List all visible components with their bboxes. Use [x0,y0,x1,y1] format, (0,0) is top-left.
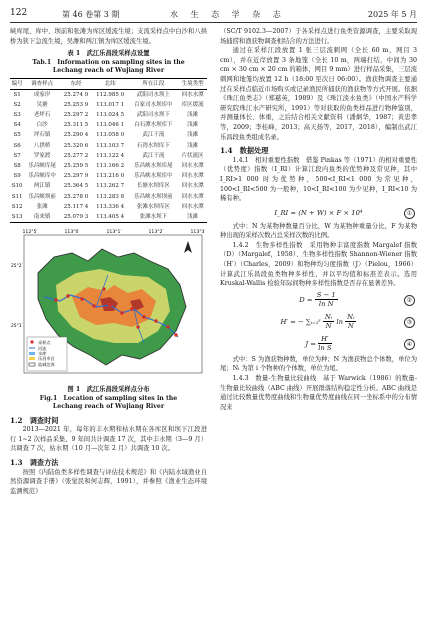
table-cell: 南来镇 [24,212,60,223]
table-cell: 浅滩 [187,112,199,118]
table-cell: 八拱桥 [33,142,51,149]
running-header [10,8,417,23]
table-cell: 乐昌峡水坝坝前 [134,193,173,200]
site-marker [142,316,145,319]
table-cell: 吴塘 [36,101,48,108]
site-marker [166,326,169,329]
site-marker [136,326,139,329]
table-cell: S5 [13,132,21,139]
table-row [10,100,207,110]
table-cell: 石湾水坝库下 [136,142,170,149]
figure-caption-cn: 图 1 武江乐昌段采样点分布 [67,386,150,394]
table-cell: 113.405 4 [92,212,128,223]
table-row [10,151,207,161]
table-cell: 回水水潭 [181,183,204,190]
site-marker [66,295,69,298]
table-header-cell: 东经 [60,78,92,89]
table-cell: S10 [11,183,23,190]
table-cell: 113.336 4 [96,203,125,210]
figure-caption-en: Fig.1 Location of sampling sites in the Lechang reach of Wujiang River [39,394,178,411]
table-header-cell: 编号 [10,78,24,89]
section-1-4-1-text: 1.4.1 相对重要性指数 借鉴 Pinkas 等（1971）的相对重要性（优势度）指数（I_RI）计算江段内鱼类的优势种及常见种，其中 I_RI>1 000 时为优势种，500<I_RI<1 000 为常见种，100<I_RI<500 为一般种，10<I_RI<100 为少见种，I_RI<10 为稀有种。 [220,156,417,203]
table-cell: 113.058 0 [96,132,125,139]
table-row [10,120,207,130]
section-1-4-heading: 1.4 数据处理 [220,146,269,156]
equation-4-denominator: ln S [318,344,332,353]
table-cell: S11 [11,193,23,200]
equation-2 [220,289,417,311]
site-marker [102,288,105,291]
table-cell: 乐昌峡库尾 [28,163,56,170]
longitude-label: 113°3′ [190,230,206,236]
table-cell: S3 [13,112,21,118]
table-cell: 白石潭水坝库下 [134,122,173,129]
table-title-en: Tab.1 Information on sampling sites in the Lechang reach of Wujiang River [32,58,185,75]
table-cell: 张滩水坝库区 [136,203,170,210]
equation-4 [220,333,417,355]
latitude-labels [11,263,23,329]
legend-label: 水库 [38,351,47,357]
table-row [10,171,207,181]
table-row [10,202,207,212]
volume-issue: 第 46 卷第 3 期 [62,10,120,19]
table-cell: 百家司水坝库中 [134,101,173,108]
table-cell: 乐昌峡坝前 [28,193,56,200]
table-header-cell: 生境类型 [178,78,207,89]
equation-4-lhs: J = [305,339,317,348]
left-column [10,27,207,496]
equation-4-fraction [318,335,331,352]
table-cell: 武江干流 [142,152,165,159]
table-cell: 库区缓流 [181,101,204,108]
table-cell: 乐昌峡库中 [28,173,56,180]
equation-2-denominator: ln N [318,300,334,309]
longitude-labels [22,229,205,235]
table-cell: 张滩水坝下 [128,212,178,223]
table-cell: 回水水潭 [181,203,204,210]
table-cell: 成家岸 [33,91,51,98]
equation-3-lhs: H′ = − ∑ᵢ₌₁ˢ [280,317,321,326]
longitude-label: 113°0′ [64,230,80,236]
map-svg [10,227,207,382]
table-cell: 武阳司水坝上 [136,91,170,98]
table-cell: 罗家渡 [33,152,51,159]
table-cell: 白沙 [36,122,48,129]
section-1-4-2-text: 1.4.2 生物多样性指数 采用物种丰富度指数 Margalef 指数（D）（Margalef，1958）、生物多样性指数 Shannon-Wiener 指数（H′）（Charles，2009）和物种均匀度指数（J）（Pielou，1966）计算武江乐昌段鱼类物种多样性，并以平均值和标准差表示。选用 Kruskal-Wallis 检验年际间物种多样性指数是否存在显著差异。 [220,241,417,288]
equation-4-number: ④ [404,339,415,350]
table-row [10,130,207,140]
sampling-map [10,227,207,382]
table-header-row [10,78,207,89]
table-cell: 浅滩 [187,132,199,139]
longitude-label: 113°2′ [148,230,164,236]
longitude-label: 113°1′ [106,230,122,236]
table-cell: 113.103 7 [96,142,125,149]
table-cell: 片状流区 [181,152,204,159]
legend-site-icon [30,341,33,344]
equation-3-fraction-b [345,313,356,330]
table-cell: 25.278 0 [63,193,89,200]
equation-3 [220,311,417,333]
site-marker [92,305,95,308]
table-title-cn: 表 1 武江乐昌段采样点设置 [67,50,150,58]
method-standard-text: （SC/T 9102.3—2007）于各采样点进行鱼类资源调查，主要采取现场捕捞和渔获物调查相结合的方法进行。 [220,28,417,45]
table-cell: 张滩 [36,203,48,210]
intro-paragraph: 峡库尾、库中、坝前和张滩为库区缓流生境；支流采样点中白沙和八拱桥为狭下急流生境，吴潍和两江镇为库区缓流生境。 [10,28,207,45]
issue-date: 2025 年 5 月 [367,10,417,19]
table-row [10,161,207,171]
table-cell: 25.274 9 [63,91,89,98]
table-cell: 长塘水坝库区 [136,183,170,190]
table-cell: 25.259 5 [63,163,89,170]
equation-2-lhs: D = [299,295,313,304]
table-cell: 25.079 3 [60,212,92,223]
equation-2-4-explanation: 式中：S 为渔获物种数，单位为种；N 为渔获物总个体数，单位为尾；Nᵢ 为第 i 个物种的个体数，单位为尾。 [220,355,417,373]
table-cell: S6 [13,142,21,149]
site-marker [120,312,123,315]
table-row [10,212,207,223]
table-cell: 浅滩 [187,122,199,129]
table-cell: 25.364 5 [63,183,89,190]
equation-1-body: I_RI = (N + W) × F × 10⁴ [274,208,363,217]
legend-label: 河流 [38,346,47,352]
table-cell: 25.297 9 [63,173,89,180]
site-marker [174,334,177,337]
legend-label: 采样点 [38,340,51,346]
table-cell: S12 [11,203,23,210]
table-cell: 回水水潭 [181,173,204,180]
table-cell: 坪石镇 [33,132,51,139]
table-cell: 25.253 9 [63,101,89,108]
longitude-label: 112°5′ [22,230,38,236]
site-marker [108,304,111,307]
table-cell: 回水水潭 [181,163,204,170]
table-cell: 25.297 2 [63,112,89,118]
table-cell: S4 [13,122,21,129]
table-cell: 113.283 8 [96,193,125,200]
table-cell: 浅滩 [187,142,199,149]
page-number: 122 [10,8,28,18]
section-1-3-heading: 1.3 调查方法 [10,458,59,468]
sampling-method-text: 通过在采样江段放置 1 张三层流刺网（全长 60 m，网目 3 cm），并在近岸放置 3 条地笼（全长 10 m，两端打结，中间为 30 cm × 30 cm × 20 cm 的箱体，网目 9 mm）进行样品采集，三层流刺网和地笼均放置 12 h（18:00 至次日 06:00）。渔获物调查主要通过在采样点临近市场购买或记录渔民所捕获的渔获物等方式开展。依据《珠江鱼类志》（郑慈英，1989）及《珠江淡水鱼类》（中国水产科学研究院珠江水产研究所，1991）等对获取的鱼类样品进行物种鉴别，并测量体长、体重，之后结合相关文献资料（潘炯华，1987；黄忠孝等，2009；李桂峰，2013；高天扬等，2017，2018），编制出武江乐昌段鱼类组成名录。 [220,47,417,141]
table-cell: 25.311 5 [63,122,89,129]
table-cell: 25.320 6 [63,142,89,149]
right-column [220,27,417,412]
table-cell: 武阳司水坝下 [136,112,170,118]
table-cell: 113.216 0 [96,173,125,180]
equation-1-number: ① [404,208,415,219]
table-row [10,110,207,120]
table-header-cell: 所在江段 [128,78,178,89]
table-row [10,141,207,151]
legend-city-icon [29,357,35,360]
equation-3-ln: ln [336,317,343,326]
legend-label: 乐昌市区 [38,356,55,362]
table-cell: 113.024 5 [96,112,125,118]
site-marker [80,298,83,301]
table-cell: 老坪石 [33,112,51,118]
site-marker [154,320,157,323]
table-cell: 25.117 4 [63,203,89,210]
equation-1 [220,204,417,222]
equation-1-explanation: 式中：N 为某物种数量百分比，W 为某物种重量分比，F 为某物种出现的采样次数占总采样次数的比例。 [220,222,417,240]
equation-2-numerator: S − 1 [316,291,336,300]
table-cell: 112.985 0 [96,91,125,98]
table-header-cell: 北纬 [92,78,128,89]
table-cell: 乐昌峡水坝库尾 [134,163,173,170]
table-row [10,89,207,100]
table-cell: 乐昌峡水坝库中 [134,173,173,180]
latitude-label: 25°1′ [11,324,23,330]
table-cell: 浅滩 [178,212,207,223]
table-cell: 113.262 7 [96,183,125,190]
table-cell: S7 [13,152,21,159]
table-cell: 25.277 2 [63,152,89,159]
table-cell: 回水水潭 [181,193,204,200]
table-cell: 113.166 2 [96,163,125,170]
table-cell: 两江镇 [33,183,51,190]
equation-2-number: ② [404,295,415,306]
table-header-cell: 调查样点 [24,78,60,89]
table-row [10,192,207,202]
table-cell: S2 [13,101,21,108]
table-body [10,89,207,223]
table-cell: S8 [13,163,21,170]
table-cell: 25.290 4 [63,132,89,139]
equation-3-number: ③ [404,317,415,328]
table-cell: S13 [10,212,24,223]
table-cell: S9 [13,173,21,180]
legend-reservoir-icon [29,352,35,355]
section-1-2-heading: 1.2 调查时间 [10,415,59,425]
section-1-4-3-text: 1.4.3 数量-生物量比较曲线 基于 Warwick（1986）的数量-生物量比较曲线（ABC 曲线）开展群落结构稳定性分析。ABC 曲线是通过比较数量优势度曲线和生物量优势度曲线在同一坐标系中的分布情况来 [220,375,417,411]
site-marker [54,299,57,302]
legend-label: 流域边界 [38,362,55,368]
equation-2-fraction [315,291,338,308]
equation-3-b-denominator: N [347,322,354,331]
equation-3-a-denominator: N [325,322,332,331]
map-legend [27,337,67,371]
equation-3-a-numerator: Nᵢ [324,313,333,322]
table-cell: 回水水潭 [181,91,204,98]
latitude-label: 25°2′ [11,264,23,270]
table-cell: 113.122 4 [96,152,125,159]
section-1-3-text: 按照《内陆鱼类多样性调查与评估技术规范》和《内陆水域渔业自然资源调查手册》（张觉民和何志辉，1991），并参照《渔业生态环境监测规范》 [10,468,207,495]
sampling-sites-table [10,78,207,224]
equation-3-fraction-a [323,313,334,330]
equation-3-b-numerator: Nᵢ [347,313,355,322]
table-cell: 武江干流 [142,132,165,139]
table-row [10,181,207,191]
site-marker [130,308,133,311]
journal-name: 水 生 态 学 杂 志 [170,10,286,19]
table-cell: 113.017 1 [96,101,125,108]
section-1-2-text: 2013—2021 年，每年的丰水期和枯水期在各库区和坝下江段进行 1~2 次样品采集，9 年间共计调查 17 次，其中丰水期（3—9 月）共调查 7 次，枯水期（10 月—次年 2 月）共调查 10 次。 [10,426,207,453]
table-cell: 113.046 1 [96,122,125,129]
table-cell: S1 [13,91,21,98]
equation-4-numerator: H′ [318,335,331,344]
